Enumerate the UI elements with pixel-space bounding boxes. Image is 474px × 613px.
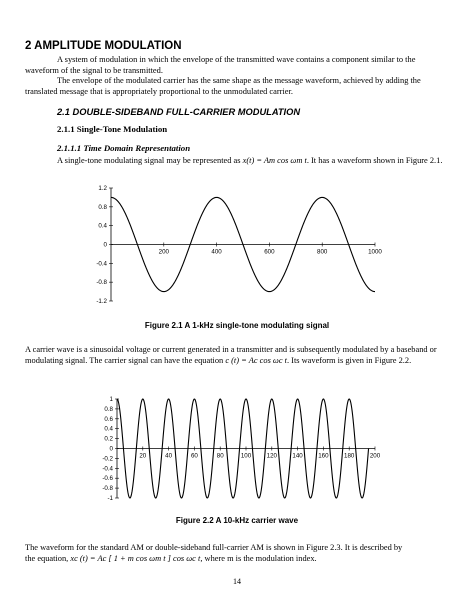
equation-modulating: x(t) = Am cos ωm t	[242, 156, 307, 165]
y-tick-label: -0.4	[96, 260, 107, 268]
y-tick-label: -1.2	[96, 298, 107, 305]
section-heading: 2 AMPLITUDE MODULATION	[25, 40, 182, 52]
y-tick-label: 1	[109, 396, 113, 403]
x-tick-label: 40	[165, 452, 173, 460]
x-tick-label: 200	[158, 248, 169, 256]
equation-carrier: c (t) = Ac cos ωc t	[225, 355, 287, 365]
text-before-equation: A single-tone modulating signal may be represented as	[57, 156, 243, 165]
text-after-equation: . Its waveform is given in Figure 2.2.	[286, 355, 412, 365]
y-tick-label: -1	[107, 495, 113, 502]
x-tick-label: 800	[317, 248, 328, 256]
x-tick-label: 600	[264, 248, 275, 256]
page-number: 14	[233, 577, 241, 586]
text-before-equation: A carrier wave is a sinusoidal voltage or current generated in a transmitter and is subsequently modulated by a baseband or modulating signal. The carrier signal can have the equation	[25, 345, 437, 365]
x-tick-label: 120	[266, 452, 277, 460]
paragraph-am-line1: The waveform for the standard AM or double-sideband full-carrier AM is shown in Figure 2.3. It is described by	[25, 543, 403, 552]
subsection-heading: 2.1 DOUBLE-SIDEBAND FULL-CARRIER MODULATION	[57, 107, 301, 117]
subsubsubsection-heading: 2.1.1.1 Time Domain Representation	[57, 143, 191, 153]
y-tick-label: 0.4	[104, 425, 113, 433]
x-tick-label: 180	[344, 452, 355, 460]
text-after-equation: , where m is the modulation index.	[200, 553, 317, 563]
figure-2-1-caption: Figure 2.1 A 1-kHz single-tone modulating signal	[144, 321, 330, 330]
x-tick-label: 200	[369, 452, 381, 460]
x-tick-label: 400	[211, 248, 222, 256]
x-tick-label: 80	[216, 452, 224, 460]
x-tick-label: 60	[190, 452, 198, 460]
y-tick-label: -0.8	[96, 279, 107, 287]
y-tick-label: 0.6	[104, 415, 113, 423]
paragraph-envelope: The envelope of the modulated carrier has the same shape as the message waveform, achieved by adding the translated message that is appropriately proportional to the unmodulated carrier.	[25, 76, 421, 96]
text-before-equation: the equation,	[25, 553, 71, 563]
x-tick-label: 20	[139, 452, 147, 460]
y-tick-label: 1.2	[98, 185, 107, 192]
paragraph-am-definition: A system of modulation in which the envelope of the transmitted wave contains a component similar to the waveform of the signal to be transmitted.	[25, 55, 416, 75]
y-tick-label: -0.4	[102, 465, 113, 473]
equation-am: xc (t) = Ac [ 1 + m cos ωm t ] cos ωc t	[70, 553, 201, 563]
x-tick-label: 160	[318, 452, 329, 460]
x-tick-label: 100	[240, 452, 252, 460]
figure-2-2-chart	[85, 393, 385, 505]
paragraph-single-tone	[25, 156, 449, 167]
text-after-equation: . It has a waveform shown in Figure 2.1.	[306, 156, 443, 165]
y-tick-label: 0.4	[98, 222, 107, 230]
y-tick-label: -0.8	[102, 485, 113, 493]
figure-2-1-chart	[85, 183, 385, 307]
y-tick-label: 0.8	[98, 203, 107, 211]
y-tick-label: 0	[109, 445, 113, 453]
y-tick-label: -0.2	[102, 455, 113, 463]
subsubsection-heading: 2.1.1 Single-Tone Modulation	[57, 124, 168, 134]
x-tick-label: 140	[292, 452, 303, 460]
paragraph-am	[25, 543, 449, 565]
paragraph-carrier	[25, 345, 449, 367]
y-tick-label: 0	[103, 241, 107, 249]
x-tick-label: 1000	[368, 248, 382, 256]
figure-2-2-caption: Figure 2.2 A 10-kHz carrier wave	[175, 516, 299, 525]
paragraph-am-line2	[25, 554, 449, 565]
y-tick-label: 0.2	[104, 435, 113, 443]
y-tick-label: 0.8	[104, 405, 113, 413]
y-tick-label: -0.6	[102, 475, 113, 483]
